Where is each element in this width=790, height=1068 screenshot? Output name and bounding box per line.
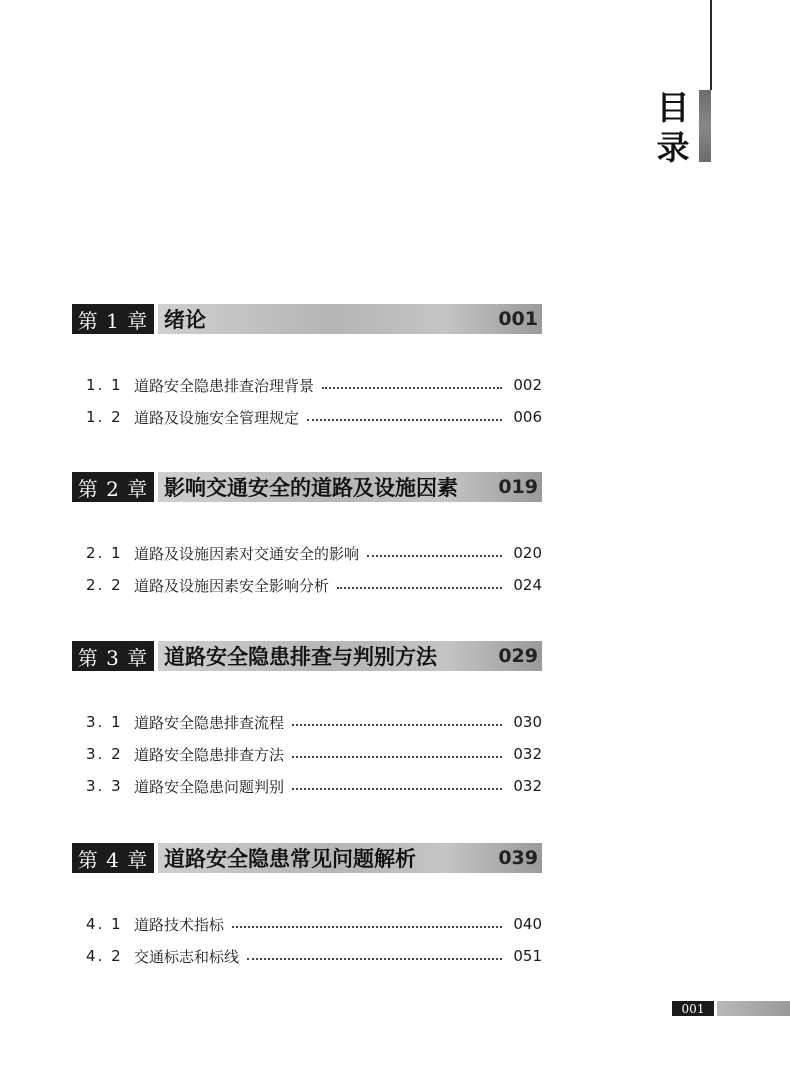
chapter-banner [158,843,542,873]
chapter-title: 道路安全隐患常见问题解析 [164,846,416,871]
chapter-label: 第 4 章 [72,843,154,873]
section-number: 4. 1 [86,915,123,933]
toc-heading-line1: 目 [656,88,690,127]
toc-heading-bar [699,90,711,162]
header-rule [710,0,712,90]
leader-dots [337,585,502,589]
leader-dots [292,786,502,790]
chapter-page: 039 [498,847,538,869]
chapter-label: 第 1 章 [72,304,154,334]
footer-bar [717,1001,790,1016]
toc-heading-line2: 录 [656,128,690,167]
toc-entry[interactable] [86,406,542,428]
section-page: 032 [513,777,542,795]
leader-dots [322,385,502,389]
section-page: 024 [513,576,542,594]
chapter-3-header[interactable] [72,641,542,671]
section-title: 道路安全隐患问题判别 [134,777,285,796]
toc-heading [652,88,694,168]
section-title: 道路技术指标 [134,915,225,934]
page-number: 001 [672,1001,714,1016]
toc-entry[interactable] [86,775,542,797]
section-page: 006 [513,408,542,426]
leader-dots [307,417,502,421]
section-number: 3. 2 [86,745,123,763]
toc-entry[interactable] [86,542,542,564]
section-title: 道路安全隐患排查方法 [134,745,285,764]
chapter-banner [158,472,542,502]
chapter-1-header[interactable] [72,304,542,334]
section-page: 051 [513,947,542,965]
chapter-label: 第 2 章 [72,472,154,502]
chapter-title: 道路安全隐患排查与判别方法 [164,644,437,669]
chapter-page: 019 [498,476,538,498]
section-page: 002 [513,376,542,394]
chapter-banner [158,641,542,671]
section-page: 030 [513,713,542,731]
leader-dots [292,754,502,758]
section-number: 2. 2 [86,576,123,594]
section-title: 道路安全隐患排查治理背景 [134,376,315,395]
toc-entry[interactable] [86,913,542,935]
leader-dots [292,722,502,726]
chapter-title: 绪论 [164,307,206,332]
section-number: 2. 1 [86,544,123,562]
section-page: 020 [513,544,542,562]
leader-dots [247,956,502,960]
section-title: 道路安全隐患排查流程 [134,713,285,732]
chapter-4-header[interactable] [72,843,542,873]
chapter-page: 001 [498,308,538,330]
section-title: 道路及设施因素安全影响分析 [134,576,330,595]
toc-entry[interactable] [86,743,542,765]
section-number: 3. 3 [86,777,123,795]
chapter-title: 影响交通安全的道路及设施因素 [164,475,458,500]
chapter-2-header[interactable] [72,472,542,502]
toc-entry[interactable] [86,945,542,967]
section-page: 040 [513,915,542,933]
section-number: 1. 1 [86,376,123,394]
chapter-label: 第 3 章 [72,641,154,671]
toc-entry[interactable] [86,374,542,396]
section-title: 交通标志和标线 [134,947,240,966]
section-title: 道路及设施安全管理规定 [134,408,300,427]
chapter-page: 029 [498,645,538,667]
toc-entry[interactable] [86,574,542,596]
section-title: 道路及设施因素对交通安全的影响 [134,544,360,563]
section-number: 3. 1 [86,713,123,731]
section-number: 4. 2 [86,947,123,965]
chapter-banner [158,304,542,334]
leader-dots [232,924,502,928]
leader-dots [367,553,502,557]
section-number: 1. 2 [86,408,123,426]
toc-entry[interactable] [86,711,542,733]
section-page: 032 [513,745,542,763]
